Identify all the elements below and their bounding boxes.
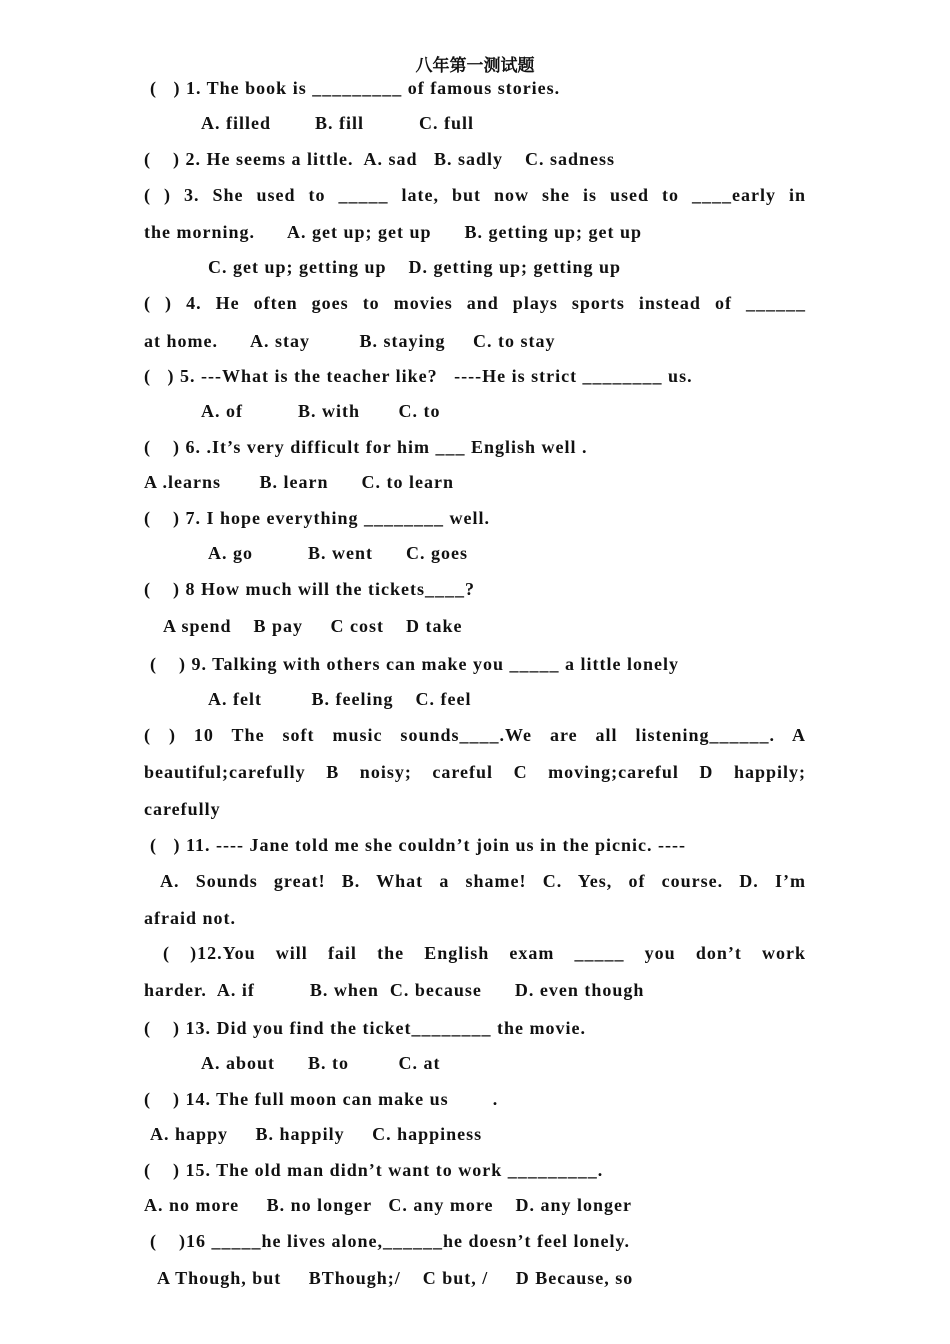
question-13-options: A. about B. to C. at bbox=[201, 1053, 441, 1073]
question-3-options-line-1: the morning. A. get up; get up B. getting up; get up bbox=[144, 222, 643, 242]
question-8: ( ) 8 How much will the tickets____? bbox=[144, 579, 475, 599]
question-15-options: A. no more B. no longer C. any more D. any longer bbox=[144, 1195, 632, 1215]
question-12-options: harder. A. if B. when C. because D. even though bbox=[144, 980, 645, 1000]
question-14: ( ) 14. The full moon can make us . bbox=[144, 1089, 499, 1109]
question-14-options: A. happy B. happily C. happiness bbox=[150, 1124, 483, 1144]
question-16-options: A Though, but BThough;/ C but, / D Because, so bbox=[157, 1268, 634, 1288]
question-2: ( ) 2. He seems a little. A. sad B. sadly C. sadness bbox=[144, 149, 616, 169]
question-10-options: beautiful;carefully B noisy; careful C moving;careful D happily; bbox=[144, 762, 806, 782]
question-11: ( ) 11. ---- Jane told me she couldn’t join us in the picnic. ---- bbox=[150, 835, 686, 855]
page-title: 八年第一测试题 bbox=[415, 56, 535, 76]
question-12: ( )12.You will fail the English exam _____ you don’t work bbox=[163, 943, 806, 963]
question-6-options: A .learns B. learn C. to learn bbox=[144, 472, 454, 492]
question-10-options-cont: carefully bbox=[144, 799, 221, 819]
question-5: ( ) 5. ---What is the teacher like? ----He is strict ________ us. bbox=[144, 366, 693, 386]
question-1: ( ) 1. The book is _________ of famous stories. bbox=[150, 78, 561, 98]
question-13: ( ) 13. Did you find the ticket________ the movie. bbox=[144, 1018, 586, 1038]
question-7-options: A. go B. went C. goes bbox=[208, 543, 468, 563]
question-8-options: A spend B pay C cost D take bbox=[163, 616, 463, 636]
question-16: ( )16 _____he lives alone,______he doesn’t feel lonely. bbox=[150, 1231, 630, 1251]
question-7: ( ) 7. I hope everything ________ well. bbox=[144, 508, 490, 528]
question-3-options-line-2: C. get up; getting up D. getting up; getting up bbox=[208, 257, 622, 277]
question-4-options: at home. A. stay B. staying C. to stay bbox=[144, 331, 556, 351]
question-11-options: A. Sounds great! B. What a shame! C. Yes, of course. D. I’m bbox=[160, 871, 806, 891]
question-9-options: A. felt B. feeling C. feel bbox=[208, 689, 472, 709]
question-1-options: A. filled B. fill C. full bbox=[201, 113, 475, 133]
question-11-options-cont: afraid not. bbox=[144, 908, 236, 928]
question-6: ( ) 6. .It’s very difficult for him ___ English well . bbox=[144, 437, 588, 457]
question-15: ( ) 15. The old man didn’t want to work _________. bbox=[144, 1160, 604, 1180]
question-3: ( ) 3. She used to _____ late, but now she is used to ____early in bbox=[144, 185, 806, 205]
question-4: ( ) 4. He often goes to movies and plays sports instead of ______ bbox=[144, 293, 806, 313]
question-5-options: A. of B. with C. to bbox=[201, 401, 441, 421]
question-9: ( ) 9. Talking with others can make you _____ a little lonely bbox=[150, 654, 680, 674]
question-10: ( ) 10 The soft music sounds____.We are all listening______. A bbox=[144, 725, 806, 745]
